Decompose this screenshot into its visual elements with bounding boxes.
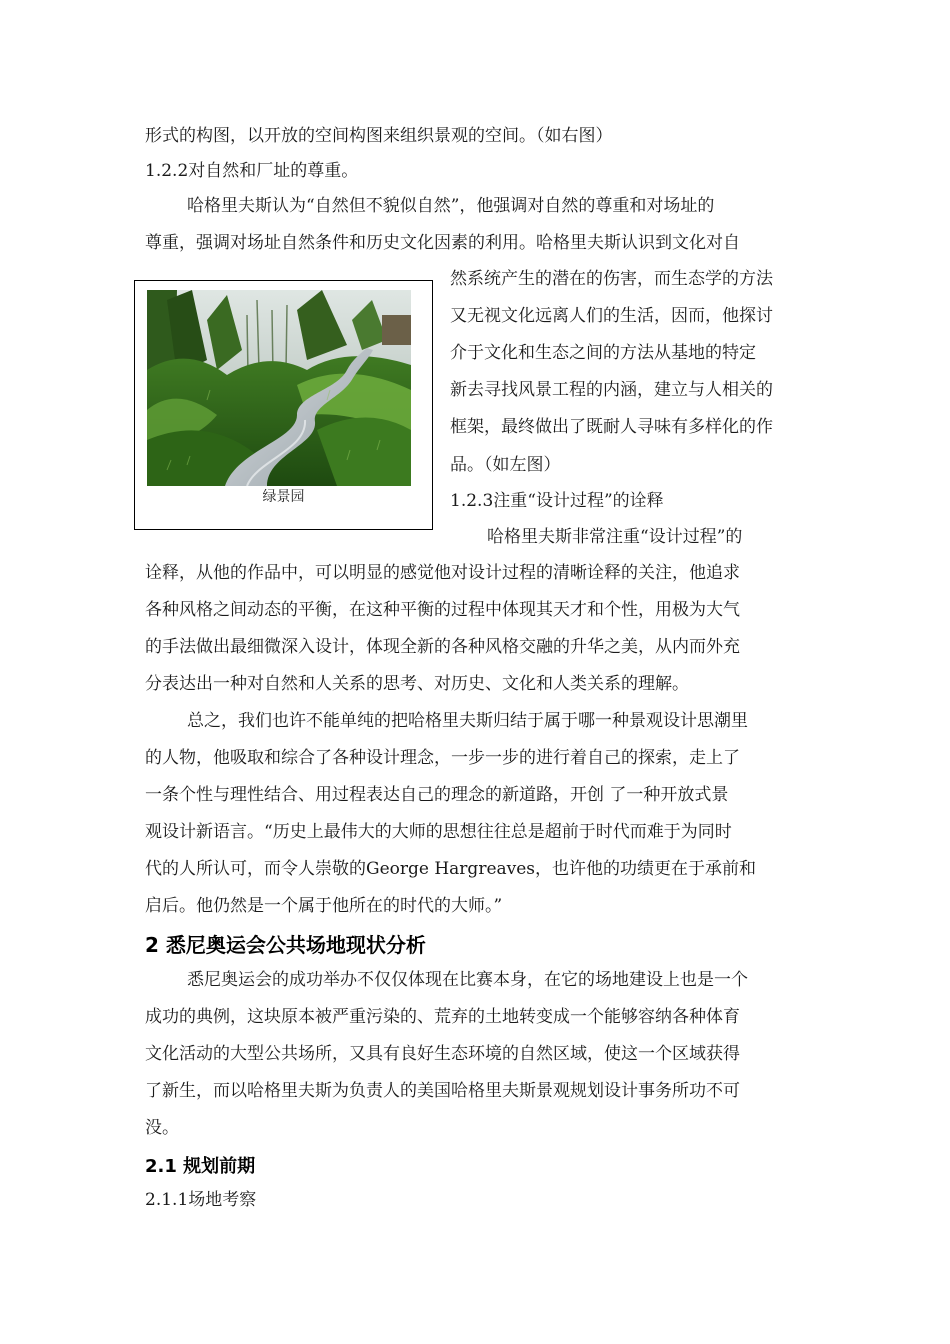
text-line: 的人物，他吸取和综合了各种设计理念，一步一步的进行着自己的探索，走上了 [145, 748, 740, 768]
text-line: 悉尼奥运会的成功举办不仅仅体现在比赛本身，在它的场地建设上也是一个 [187, 970, 748, 990]
text-line: 形式的构图，以开放的空间构图来组织景观的空间。（如右图） [145, 126, 613, 146]
text-line: 介于文化和生态之间的方法从基地的特定 [450, 343, 756, 363]
subsection-heading-2-1-1: 2.1.1场地考察 [145, 1190, 257, 1210]
text-line: 新去寻找风景工程的内涵，建立与人相关的 [450, 380, 773, 400]
text-line: 观设计新语言。“历史上最伟大的大师的思想往往总是超前于时代而难于为同时 [145, 822, 732, 842]
landscape-photo [147, 290, 411, 486]
text-line: 各种风格之间动态的平衡，在这种平衡的过程中体现其天才和个性，用极为大气 [145, 600, 740, 620]
figure-box [134, 280, 433, 530]
text-line: 尊重，强调对场址自然条件和历史文化因素的利用。哈格里夫斯认识到文化对自 [145, 233, 740, 253]
text-line: 的手法做出最细微深入设计，体现全新的各种风格交融的升华之美，从内而外充 [145, 637, 740, 657]
text-line: 哈格里夫斯非常注重“设计过程”的 [487, 527, 743, 547]
text-line: 品。（如左图） [450, 455, 561, 475]
text-line: 文化活动的大型公共场所，又具有良好生态环境的自然区域，使这一个区域获得 [145, 1044, 740, 1064]
text-line: 又无视文化远离人们的生活，因而，他探讨 [450, 306, 773, 326]
text-line: 分表达出一种对自然和人关系的思考、对历史、文化和人类关系的理解。 [145, 674, 689, 694]
text-line: 哈格里夫斯认为“自然但不貌似自然”，他强调对自然的尊重和对场址的 [187, 196, 715, 216]
text-line: 成功的典例，这块原本被严重污染的、荒弃的土地转变成一个能够容纳各种体育 [145, 1007, 740, 1027]
figure-caption: 绿景园 [262, 489, 305, 505]
text-line: 启后。他仍然是一个属于他所在的时代的大师。” [145, 896, 503, 916]
section-heading-2: 2 悉尼奥运会公共场地现状分析 [145, 933, 426, 957]
section-heading-2-1: 2.1 规划前期 [145, 1156, 256, 1177]
text-line: 诠释，从他的作品中，可以明显的感觉他对设计过程的清晰诠释的关注，他追求 [145, 563, 740, 583]
text-line: 了新生，而以哈格里夫斯为负责人的美国哈格里夫斯景观规划设计事务所功不可 [145, 1081, 740, 1101]
text-line: 然系统产生的潜在的伤害，而生态学的方法 [450, 269, 773, 289]
subsection-heading-1-2-3: 1.2.3注重“设计过程”的诠释 [450, 491, 664, 511]
text-line: 代的人所认可，而令人崇敬的George Hargreaves，也许他的功绩更在于承前和 [145, 859, 757, 879]
text-line: 总之，我们也许不能单纯的把哈格里夫斯归结于属于哪一种景观设计思潮里 [187, 711, 748, 731]
subsection-heading-1-2-2: 1.2.2对自然和厂址的尊重。 [145, 161, 359, 181]
text-line: 一条个性与理性结合、用过程表达自己的理念的新道路，开创 了一种开放式景 [145, 785, 729, 805]
text-line: 没。 [145, 1118, 179, 1138]
text-line: 框架，最终做出了既耐人寻味有多样化的作 [450, 417, 773, 437]
